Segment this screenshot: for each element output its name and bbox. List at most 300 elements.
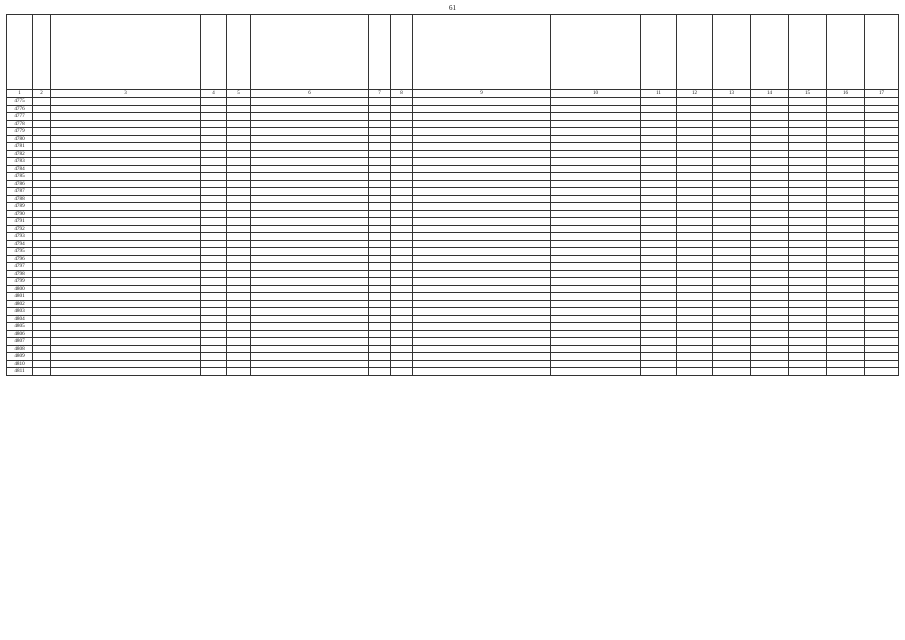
table-cell — [391, 143, 413, 151]
table-cell — [677, 315, 713, 323]
table-cell — [391, 210, 413, 218]
table-cell — [677, 353, 713, 361]
table-cell — [413, 270, 551, 278]
table-cell — [551, 338, 641, 346]
table-cell — [33, 98, 51, 106]
table-cell — [751, 263, 789, 271]
table-cell — [789, 315, 827, 323]
table-cell — [33, 315, 51, 323]
table-cell — [789, 255, 827, 263]
table-cell — [369, 285, 391, 293]
table-cell — [227, 263, 251, 271]
table-row — [7, 248, 899, 256]
row-number: 4805 — [7, 323, 33, 331]
header-cell — [789, 15, 827, 90]
table-cell — [677, 195, 713, 203]
table-cell — [789, 323, 827, 331]
table-cell — [33, 128, 51, 136]
table-row — [7, 150, 899, 158]
table-cell — [201, 225, 227, 233]
table-cell — [391, 105, 413, 113]
table-cell — [641, 270, 677, 278]
table-cell — [391, 120, 413, 128]
table-cell — [33, 195, 51, 203]
table-cell — [789, 248, 827, 256]
table-cell — [33, 330, 51, 338]
table-cell — [827, 368, 865, 376]
header-cell — [227, 15, 251, 90]
table-cell — [51, 143, 201, 151]
table-cell — [51, 165, 201, 173]
table-cell — [201, 300, 227, 308]
header-cell — [251, 15, 369, 90]
table-cell — [751, 225, 789, 233]
column-index: 17 — [865, 90, 899, 98]
table-cell — [641, 285, 677, 293]
table-cell — [751, 293, 789, 301]
table-cell — [227, 248, 251, 256]
table-cell — [51, 188, 201, 196]
table-cell — [677, 338, 713, 346]
header-cell — [551, 15, 641, 90]
table-cell — [201, 105, 227, 113]
table-cell — [251, 338, 369, 346]
table-cell — [865, 203, 899, 211]
table-cell — [641, 105, 677, 113]
header-cell — [51, 15, 201, 90]
table-cell — [713, 353, 751, 361]
table-cell — [827, 120, 865, 128]
table-cell — [391, 368, 413, 376]
table-row — [7, 120, 899, 128]
table-cell — [227, 203, 251, 211]
header-cell — [865, 15, 899, 90]
header-cell — [33, 15, 51, 90]
table-cell — [201, 285, 227, 293]
table-cell — [51, 120, 201, 128]
table-row — [7, 300, 899, 308]
table-cell — [391, 195, 413, 203]
table-cell — [369, 98, 391, 106]
table-cell — [51, 270, 201, 278]
row-number: 4807 — [7, 338, 33, 346]
table-cell — [677, 323, 713, 331]
table-cell — [827, 225, 865, 233]
table-cell — [551, 105, 641, 113]
table-cell — [713, 165, 751, 173]
table-cell — [827, 195, 865, 203]
table-cell — [641, 188, 677, 196]
table-cell — [391, 248, 413, 256]
table-cell — [227, 360, 251, 368]
table-cell — [551, 285, 641, 293]
table-cell — [227, 293, 251, 301]
table-cell — [413, 105, 551, 113]
table-cell — [251, 165, 369, 173]
table-cell — [369, 210, 391, 218]
table-cell — [551, 225, 641, 233]
table-cell — [413, 368, 551, 376]
table-cell — [391, 338, 413, 346]
table-cell — [51, 128, 201, 136]
table-cell — [827, 308, 865, 316]
table-cell — [413, 293, 551, 301]
table-cell — [677, 263, 713, 271]
table-cell — [391, 218, 413, 226]
table-cell — [751, 315, 789, 323]
table-cell — [201, 240, 227, 248]
table-cell — [551, 293, 641, 301]
row-number: 4797 — [7, 263, 33, 271]
column-index: 3 — [51, 90, 201, 98]
table-cell — [227, 188, 251, 196]
table-cell — [201, 338, 227, 346]
table-cell — [789, 353, 827, 361]
table-row — [7, 308, 899, 316]
table-cell — [827, 255, 865, 263]
table-cell — [201, 368, 227, 376]
table-cell — [201, 165, 227, 173]
row-number: 4775 — [7, 98, 33, 106]
table-row — [7, 180, 899, 188]
table-cell — [713, 323, 751, 331]
table-cell — [413, 135, 551, 143]
table-cell — [713, 180, 751, 188]
table-cell — [751, 270, 789, 278]
table-cell — [391, 135, 413, 143]
table-cell — [369, 233, 391, 241]
table-row — [7, 173, 899, 181]
header-cell — [7, 15, 33, 90]
table-cell — [227, 195, 251, 203]
table-cell — [201, 158, 227, 166]
table-cell — [827, 105, 865, 113]
table-cell — [789, 293, 827, 301]
table-cell — [713, 195, 751, 203]
table-cell — [827, 263, 865, 271]
table-cell — [641, 210, 677, 218]
row-number: 4810 — [7, 360, 33, 368]
table-cell — [413, 353, 551, 361]
table-cell — [33, 180, 51, 188]
column-index-row — [7, 90, 899, 98]
table-cell — [51, 315, 201, 323]
row-number: 4786 — [7, 180, 33, 188]
table-cell — [33, 285, 51, 293]
table-cell — [865, 165, 899, 173]
row-number: 4793 — [7, 233, 33, 241]
table-cell — [789, 203, 827, 211]
header-cell — [751, 15, 789, 90]
table-cell — [751, 308, 789, 316]
row-number: 4795 — [7, 248, 33, 256]
table-cell — [33, 345, 51, 353]
table-cell — [201, 173, 227, 181]
table-cell — [751, 218, 789, 226]
table-row — [7, 315, 899, 323]
table-cell — [51, 195, 201, 203]
table-cell — [551, 360, 641, 368]
table-cell — [751, 353, 789, 361]
table-cell — [369, 180, 391, 188]
table-cell — [641, 368, 677, 376]
table-cell — [413, 98, 551, 106]
table-cell — [251, 248, 369, 256]
table-cell — [201, 98, 227, 106]
table-cell — [865, 240, 899, 248]
table-cell — [33, 158, 51, 166]
table-cell — [789, 165, 827, 173]
table-cell — [51, 135, 201, 143]
table-cell — [677, 330, 713, 338]
table-cell — [751, 345, 789, 353]
table-cell — [827, 353, 865, 361]
table-cell — [51, 203, 201, 211]
table-cell — [789, 263, 827, 271]
table-cell — [391, 285, 413, 293]
table-cell — [251, 368, 369, 376]
table-cell — [227, 98, 251, 106]
table-cell — [865, 285, 899, 293]
table-cell — [33, 210, 51, 218]
column-index: 10 — [551, 90, 641, 98]
table-cell — [751, 195, 789, 203]
row-number: 4783 — [7, 158, 33, 166]
table-cell — [827, 315, 865, 323]
table-cell — [391, 330, 413, 338]
table-cell — [751, 323, 789, 331]
table-cell — [713, 255, 751, 263]
column-index: 1 — [7, 90, 33, 98]
table-cell — [641, 278, 677, 286]
table-cell — [641, 345, 677, 353]
table-cell — [369, 173, 391, 181]
table-cell — [751, 105, 789, 113]
table-cell — [391, 113, 413, 121]
table-cell — [751, 165, 789, 173]
table-cell — [713, 285, 751, 293]
table-cell — [677, 113, 713, 121]
table-cell — [227, 150, 251, 158]
header-cell — [641, 15, 677, 90]
table-cell — [51, 173, 201, 181]
table-cell — [827, 345, 865, 353]
table-cell — [51, 113, 201, 121]
table-cell — [713, 233, 751, 241]
table-cell — [551, 120, 641, 128]
table-cell — [713, 248, 751, 256]
table-cell — [677, 135, 713, 143]
table-cell — [251, 360, 369, 368]
table-cell — [369, 135, 391, 143]
table-cell — [677, 270, 713, 278]
header-cell — [677, 15, 713, 90]
row-number: 4804 — [7, 315, 33, 323]
table-cell — [789, 218, 827, 226]
table-cell — [227, 368, 251, 376]
table-cell — [677, 180, 713, 188]
table-cell — [369, 338, 391, 346]
table-cell — [551, 143, 641, 151]
table-cell — [369, 195, 391, 203]
table-cell — [413, 263, 551, 271]
table-cell — [251, 120, 369, 128]
column-index: 6 — [251, 90, 369, 98]
table-cell — [677, 188, 713, 196]
table-cell — [51, 338, 201, 346]
table-cell — [641, 128, 677, 136]
table-cell — [865, 180, 899, 188]
table-cell — [33, 263, 51, 271]
table-cell — [201, 210, 227, 218]
row-number: 4791 — [7, 218, 33, 226]
table-cell — [227, 315, 251, 323]
table-cell — [391, 315, 413, 323]
table-cell — [789, 128, 827, 136]
table-cell — [551, 128, 641, 136]
table-cell — [641, 135, 677, 143]
table-cell — [33, 233, 51, 241]
table-cell — [641, 300, 677, 308]
column-index: 5 — [227, 90, 251, 98]
table-cell — [827, 270, 865, 278]
page-number: 61 — [449, 4, 456, 12]
table-cell — [413, 330, 551, 338]
column-index: 12 — [677, 90, 713, 98]
table-cell — [251, 173, 369, 181]
table-cell — [551, 270, 641, 278]
table-cell — [369, 293, 391, 301]
table-cell — [713, 188, 751, 196]
table-cell — [227, 120, 251, 128]
table-cell — [413, 278, 551, 286]
table-cell — [865, 210, 899, 218]
table-cell — [391, 270, 413, 278]
table-cell — [751, 150, 789, 158]
table-cell — [33, 278, 51, 286]
table-cell — [251, 195, 369, 203]
table-cell — [789, 158, 827, 166]
table-cell — [251, 330, 369, 338]
table-cell — [641, 293, 677, 301]
table-cell — [369, 188, 391, 196]
table-cell — [413, 345, 551, 353]
table-cell — [227, 353, 251, 361]
table-cell — [227, 285, 251, 293]
table-cell — [641, 263, 677, 271]
table-cell — [789, 113, 827, 121]
table-cell — [827, 338, 865, 346]
table-cell — [751, 330, 789, 338]
table-cell — [33, 218, 51, 226]
table-cell — [369, 315, 391, 323]
table-cell — [251, 308, 369, 316]
table-cell — [413, 120, 551, 128]
table-cell — [251, 293, 369, 301]
table-row — [7, 338, 899, 346]
column-index: 7 — [369, 90, 391, 98]
table-cell — [369, 345, 391, 353]
table-row — [7, 218, 899, 226]
table-cell — [827, 113, 865, 121]
table-row — [7, 105, 899, 113]
table-cell — [827, 135, 865, 143]
table-cell — [227, 345, 251, 353]
table-cell — [413, 360, 551, 368]
table-cell — [201, 180, 227, 188]
table-cell — [551, 255, 641, 263]
table-cell — [677, 165, 713, 173]
table-cell — [865, 345, 899, 353]
table-cell — [751, 360, 789, 368]
table-cell — [751, 203, 789, 211]
row-number: 4790 — [7, 210, 33, 218]
table-cell — [677, 128, 713, 136]
table-cell — [201, 293, 227, 301]
table-cell — [51, 308, 201, 316]
table-cell — [641, 323, 677, 331]
table-cell — [789, 105, 827, 113]
table-cell — [251, 300, 369, 308]
table-cell — [713, 210, 751, 218]
table-cell — [201, 120, 227, 128]
table-cell — [551, 195, 641, 203]
table-row — [7, 203, 899, 211]
table-cell — [33, 113, 51, 121]
table-cell — [641, 180, 677, 188]
table-row — [7, 293, 899, 301]
table-cell — [789, 338, 827, 346]
table-cell — [391, 293, 413, 301]
row-number: 4808 — [7, 345, 33, 353]
table-cell — [551, 210, 641, 218]
table-cell — [641, 203, 677, 211]
table-cell — [641, 308, 677, 316]
table-cell — [251, 188, 369, 196]
table-cell — [713, 360, 751, 368]
table-cell — [677, 150, 713, 158]
table-cell — [201, 315, 227, 323]
table-cell — [641, 195, 677, 203]
table-cell — [551, 98, 641, 106]
table-cell — [391, 150, 413, 158]
table-cell — [251, 105, 369, 113]
table-cell — [201, 203, 227, 211]
table-cell — [51, 353, 201, 361]
table-cell — [251, 210, 369, 218]
table-cell — [865, 270, 899, 278]
table-cell — [413, 255, 551, 263]
table-cell — [391, 158, 413, 166]
table-cell — [789, 300, 827, 308]
row-number: 4778 — [7, 120, 33, 128]
table-cell — [391, 255, 413, 263]
table-cell — [201, 278, 227, 286]
table-cell — [413, 180, 551, 188]
table-cell — [751, 210, 789, 218]
table-cell — [227, 218, 251, 226]
table-cell — [789, 233, 827, 241]
table-row — [7, 240, 899, 248]
table-cell — [713, 225, 751, 233]
table-cell — [551, 323, 641, 331]
table-cell — [201, 255, 227, 263]
table-cell — [789, 135, 827, 143]
table-cell — [827, 188, 865, 196]
table-cell — [51, 180, 201, 188]
table-cell — [827, 203, 865, 211]
table-row — [7, 225, 899, 233]
